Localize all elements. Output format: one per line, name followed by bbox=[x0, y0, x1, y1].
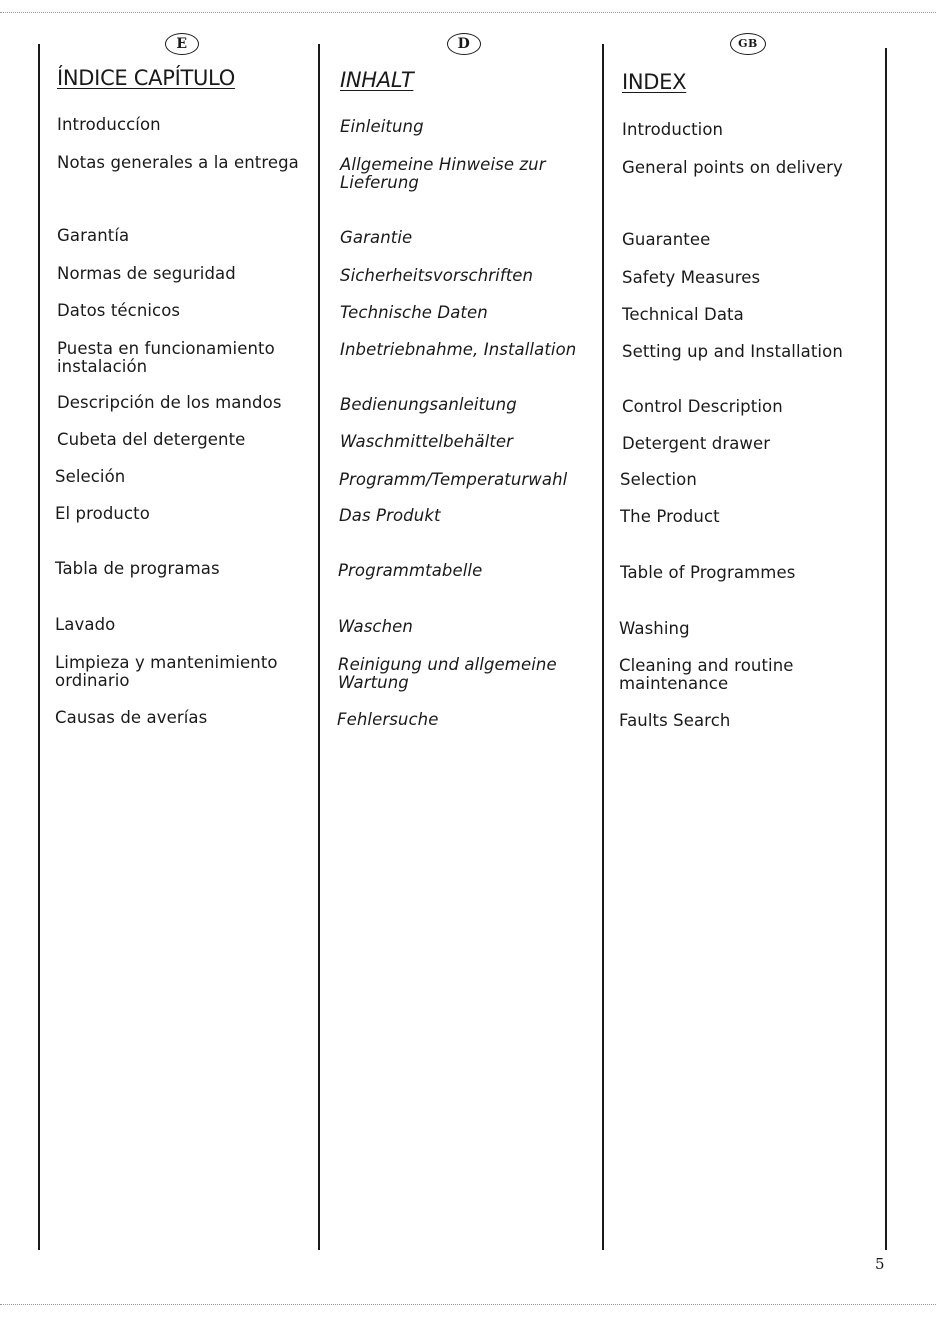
language-badge-es: E bbox=[165, 33, 199, 55]
toc-entry-gb: Cleaning and routine maintenance bbox=[619, 656, 794, 693]
toc-entry-gb: Guarantee bbox=[622, 230, 711, 249]
toc-entry-de: Programmtabelle bbox=[338, 561, 483, 580]
language-badge-de: D bbox=[447, 33, 481, 55]
toc-entry-gb: Detergent drawer bbox=[622, 434, 771, 453]
toc-entry-de: Inbetriebnahme, Installation bbox=[340, 340, 577, 359]
toc-entry-es: Descripción de los mandos bbox=[57, 393, 282, 412]
column-divider-right bbox=[885, 48, 887, 1250]
toc-entry-de: Waschmittelbehälter bbox=[340, 432, 514, 451]
column-divider-left bbox=[38, 44, 40, 1250]
column-divider-middle-left bbox=[318, 44, 320, 1250]
toc-entry-es: Limpieza y mantenimiento ordinario bbox=[55, 653, 278, 690]
toc-entry-es: Causas de averías bbox=[55, 708, 208, 727]
toc-entry-es: Normas de seguridad bbox=[57, 264, 236, 283]
toc-entry-de: Einleitung bbox=[340, 117, 424, 136]
toc-entry-de: Fehlersuche bbox=[337, 710, 439, 729]
toc-entry-de: Allgemeine Hinweise zur Lieferung bbox=[340, 155, 546, 192]
column-title-de: INHALT bbox=[340, 68, 414, 92]
toc-entry-gb: Table of Programmes bbox=[620, 563, 796, 582]
toc-entry-de: Waschen bbox=[338, 617, 413, 636]
toc-entry-gb: The Product bbox=[620, 507, 720, 526]
top-edge-dotted-line bbox=[0, 12, 936, 13]
toc-entry-gb: Introduction bbox=[622, 120, 724, 139]
toc-entry-de: Bedienungsanleitung bbox=[340, 395, 517, 414]
toc-entry-es: Lavado bbox=[55, 615, 116, 634]
toc-entry-de: Garantie bbox=[340, 228, 413, 247]
toc-entry-es: El producto bbox=[55, 504, 150, 523]
toc-entry-gb: General points on delivery bbox=[622, 158, 843, 177]
language-badge-gb: GB bbox=[730, 33, 766, 55]
toc-entry-es: Puesta en funcionamiento instalación bbox=[57, 339, 275, 376]
toc-entry-de: Programm/Temperaturwahl bbox=[339, 470, 568, 489]
toc-entry-es: Garantía bbox=[57, 226, 130, 245]
column-title-es: ÍNDICE CAPÍTULO bbox=[57, 66, 235, 90]
toc-entry-es: Introduccíon bbox=[57, 115, 161, 134]
bottom-edge-dotted-line bbox=[0, 1304, 936, 1305]
toc-entry-de: Technische Daten bbox=[340, 303, 488, 322]
toc-entry-gb: Washing bbox=[619, 619, 690, 638]
toc-entry-gb: Faults Search bbox=[619, 711, 731, 730]
column-title-gb: INDEX bbox=[622, 70, 687, 94]
toc-entry-es: Datos técnicos bbox=[57, 301, 181, 320]
toc-entry-es: Seleción bbox=[55, 467, 126, 486]
toc-entry-es: Tabla de programas bbox=[55, 559, 220, 578]
toc-entry-gb: Safety Measures bbox=[622, 268, 761, 287]
toc-entry-gb: Control Description bbox=[622, 397, 783, 416]
toc-entry-de: Sicherheitsvorschriften bbox=[340, 266, 534, 285]
toc-entry-gb: Technical Data bbox=[622, 305, 744, 324]
toc-entry-de: Das Produkt bbox=[339, 506, 441, 525]
toc-entry-es: Notas generales a la entrega bbox=[57, 153, 299, 172]
toc-entry-gb: Setting up and Installation bbox=[622, 342, 843, 361]
toc-entry-de: Reinigung und allgemeine Wartung bbox=[338, 655, 557, 692]
page-number: 5 bbox=[875, 1255, 885, 1273]
toc-entry-es: Cubeta del detergente bbox=[57, 430, 246, 449]
toc-entry-gb: Selection bbox=[620, 470, 697, 489]
column-divider-middle-right bbox=[602, 44, 604, 1250]
